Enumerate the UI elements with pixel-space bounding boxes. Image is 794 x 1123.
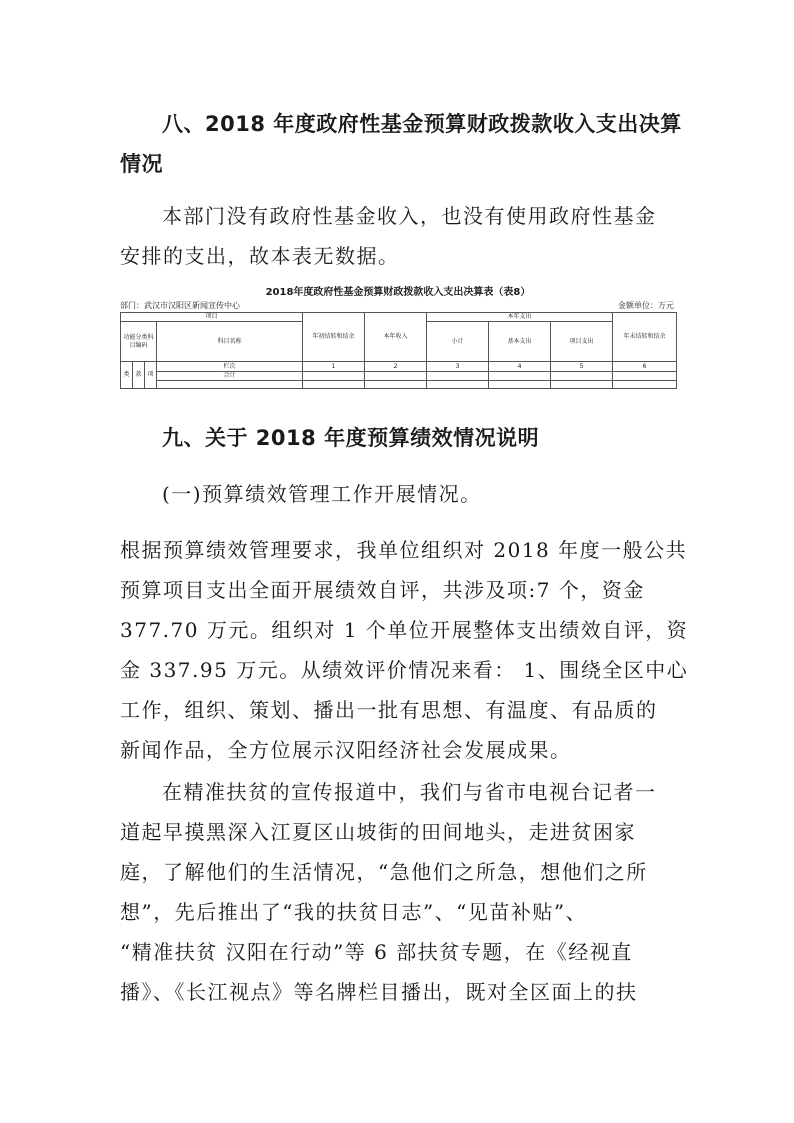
paragraph-line: “精准扶贫 汉阳在行动”等 6 部扶贫专题，在《经视直 xyxy=(120,940,633,964)
header-subtotal: 小计 xyxy=(427,322,489,362)
header-income: 本年收入 xyxy=(365,313,427,362)
table-cell xyxy=(489,381,551,389)
col-num: 5 xyxy=(551,362,613,372)
paragraph-line: 庭，了解他们的生活情况，“急他们之所急，想他们之所 xyxy=(120,860,648,884)
col-num: 4 xyxy=(489,362,551,372)
header-project: 项目 xyxy=(121,313,303,322)
paragraph-line: 在精准扶贫的宣传报道中，我们与省市电视台记者一 xyxy=(162,780,657,804)
table-cell xyxy=(427,381,489,389)
paragraph-line: 工作，组织、策划、播出一批有思想、有温度、有品质的 xyxy=(120,698,658,722)
col-kuan: 款 xyxy=(133,362,145,389)
header-current-expense: 本年支出 xyxy=(427,313,613,322)
table-cell xyxy=(303,372,365,381)
table-cell xyxy=(303,381,365,389)
table-cell xyxy=(365,381,427,389)
table-cell xyxy=(365,372,427,381)
table-unit: 金额单位：万元 xyxy=(618,301,674,310)
table-cell xyxy=(157,381,303,389)
section9-sub1 xyxy=(120,474,680,514)
fund-budget-table xyxy=(120,286,676,390)
col-num: 3 xyxy=(427,362,489,372)
section8-title xyxy=(120,104,680,184)
table-cell xyxy=(551,372,613,381)
section9-sub1-line: (一)预算绩效管理工作开展情况。 xyxy=(162,482,482,506)
table-cell xyxy=(489,372,551,381)
section9-paragraph1 xyxy=(120,530,689,770)
header-subject-name: 科目名称 xyxy=(157,322,303,362)
col-num: 6 xyxy=(613,362,677,372)
section9-title xyxy=(120,418,680,458)
table-title: 2018年度政府性基金预算财政拨款收入支出决算表（表8） xyxy=(265,287,531,298)
section8-body-line1: 本部门没有政府性基金收入，也没有使用政府性基金 xyxy=(162,204,657,228)
paragraph-line: 377.70 万元。组织对 1 个单位开展整体支出绩效自评，资 xyxy=(120,618,689,642)
table-cell xyxy=(613,372,677,381)
section9-title-line: 九、关于 2018 年度预算绩效情况说明 xyxy=(162,426,540,450)
section8-body-line2: 安排的支出，故本表无数据。 xyxy=(120,244,400,268)
table-cell xyxy=(613,381,677,389)
paragraph-line: 道起早摸黑深入江夏区山坡街的田间地头，走进贫困家 xyxy=(120,820,636,844)
row-lanci: 栏次 xyxy=(157,362,303,372)
paragraph-line: 预算项目支出全面开展绩效自评，共涉及项:7 个，资金 xyxy=(120,578,645,602)
section9-paragraph2 xyxy=(120,772,680,1012)
paragraph-line: 金 337.95 万元。从绩效评价情况来看： 1、围绕全区中心 xyxy=(120,658,689,682)
paragraph-line: 播》、《长江视点》等名牌栏目播出，既对全区面上的扶 xyxy=(120,980,638,1004)
col-num: 2 xyxy=(365,362,427,372)
table-cell xyxy=(427,372,489,381)
section8-title-line1: 八、2018 年度政府性基金预算财政拨款收入支出决算 xyxy=(162,112,682,136)
header-begin-balance: 年初结转和结余 xyxy=(303,313,365,362)
section8-title-line2: 情况 xyxy=(120,152,163,176)
table-dept: 部门：武汉市汉阳区新闻宣传中心 xyxy=(120,301,240,310)
col-lei: 类 xyxy=(121,362,133,389)
header-func-class: 功能分类科目编码 xyxy=(121,322,157,362)
header-end-balance: 年末结转和结余 xyxy=(613,313,677,362)
paragraph-line: 新闻作品，全方位展示汉阳经济社会发展成果。 xyxy=(120,738,572,762)
paragraph-line: 想”，先后推出了“我的扶贫日志”、“见苗补贴”、 xyxy=(120,900,588,924)
header-basic: 基本支出 xyxy=(489,322,551,362)
header-project-exp: 项目支出 xyxy=(551,322,613,362)
paragraph-line: 根据预算绩效管理要求，我单位组织对 2018 年度一般公共 xyxy=(120,538,688,562)
col-num: 1 xyxy=(303,362,365,372)
table-cell xyxy=(551,381,613,389)
col-xiang: 项 xyxy=(145,362,157,389)
section8-body xyxy=(120,196,680,276)
row-heji: 合计 xyxy=(157,372,303,381)
table-grid xyxy=(120,312,677,389)
